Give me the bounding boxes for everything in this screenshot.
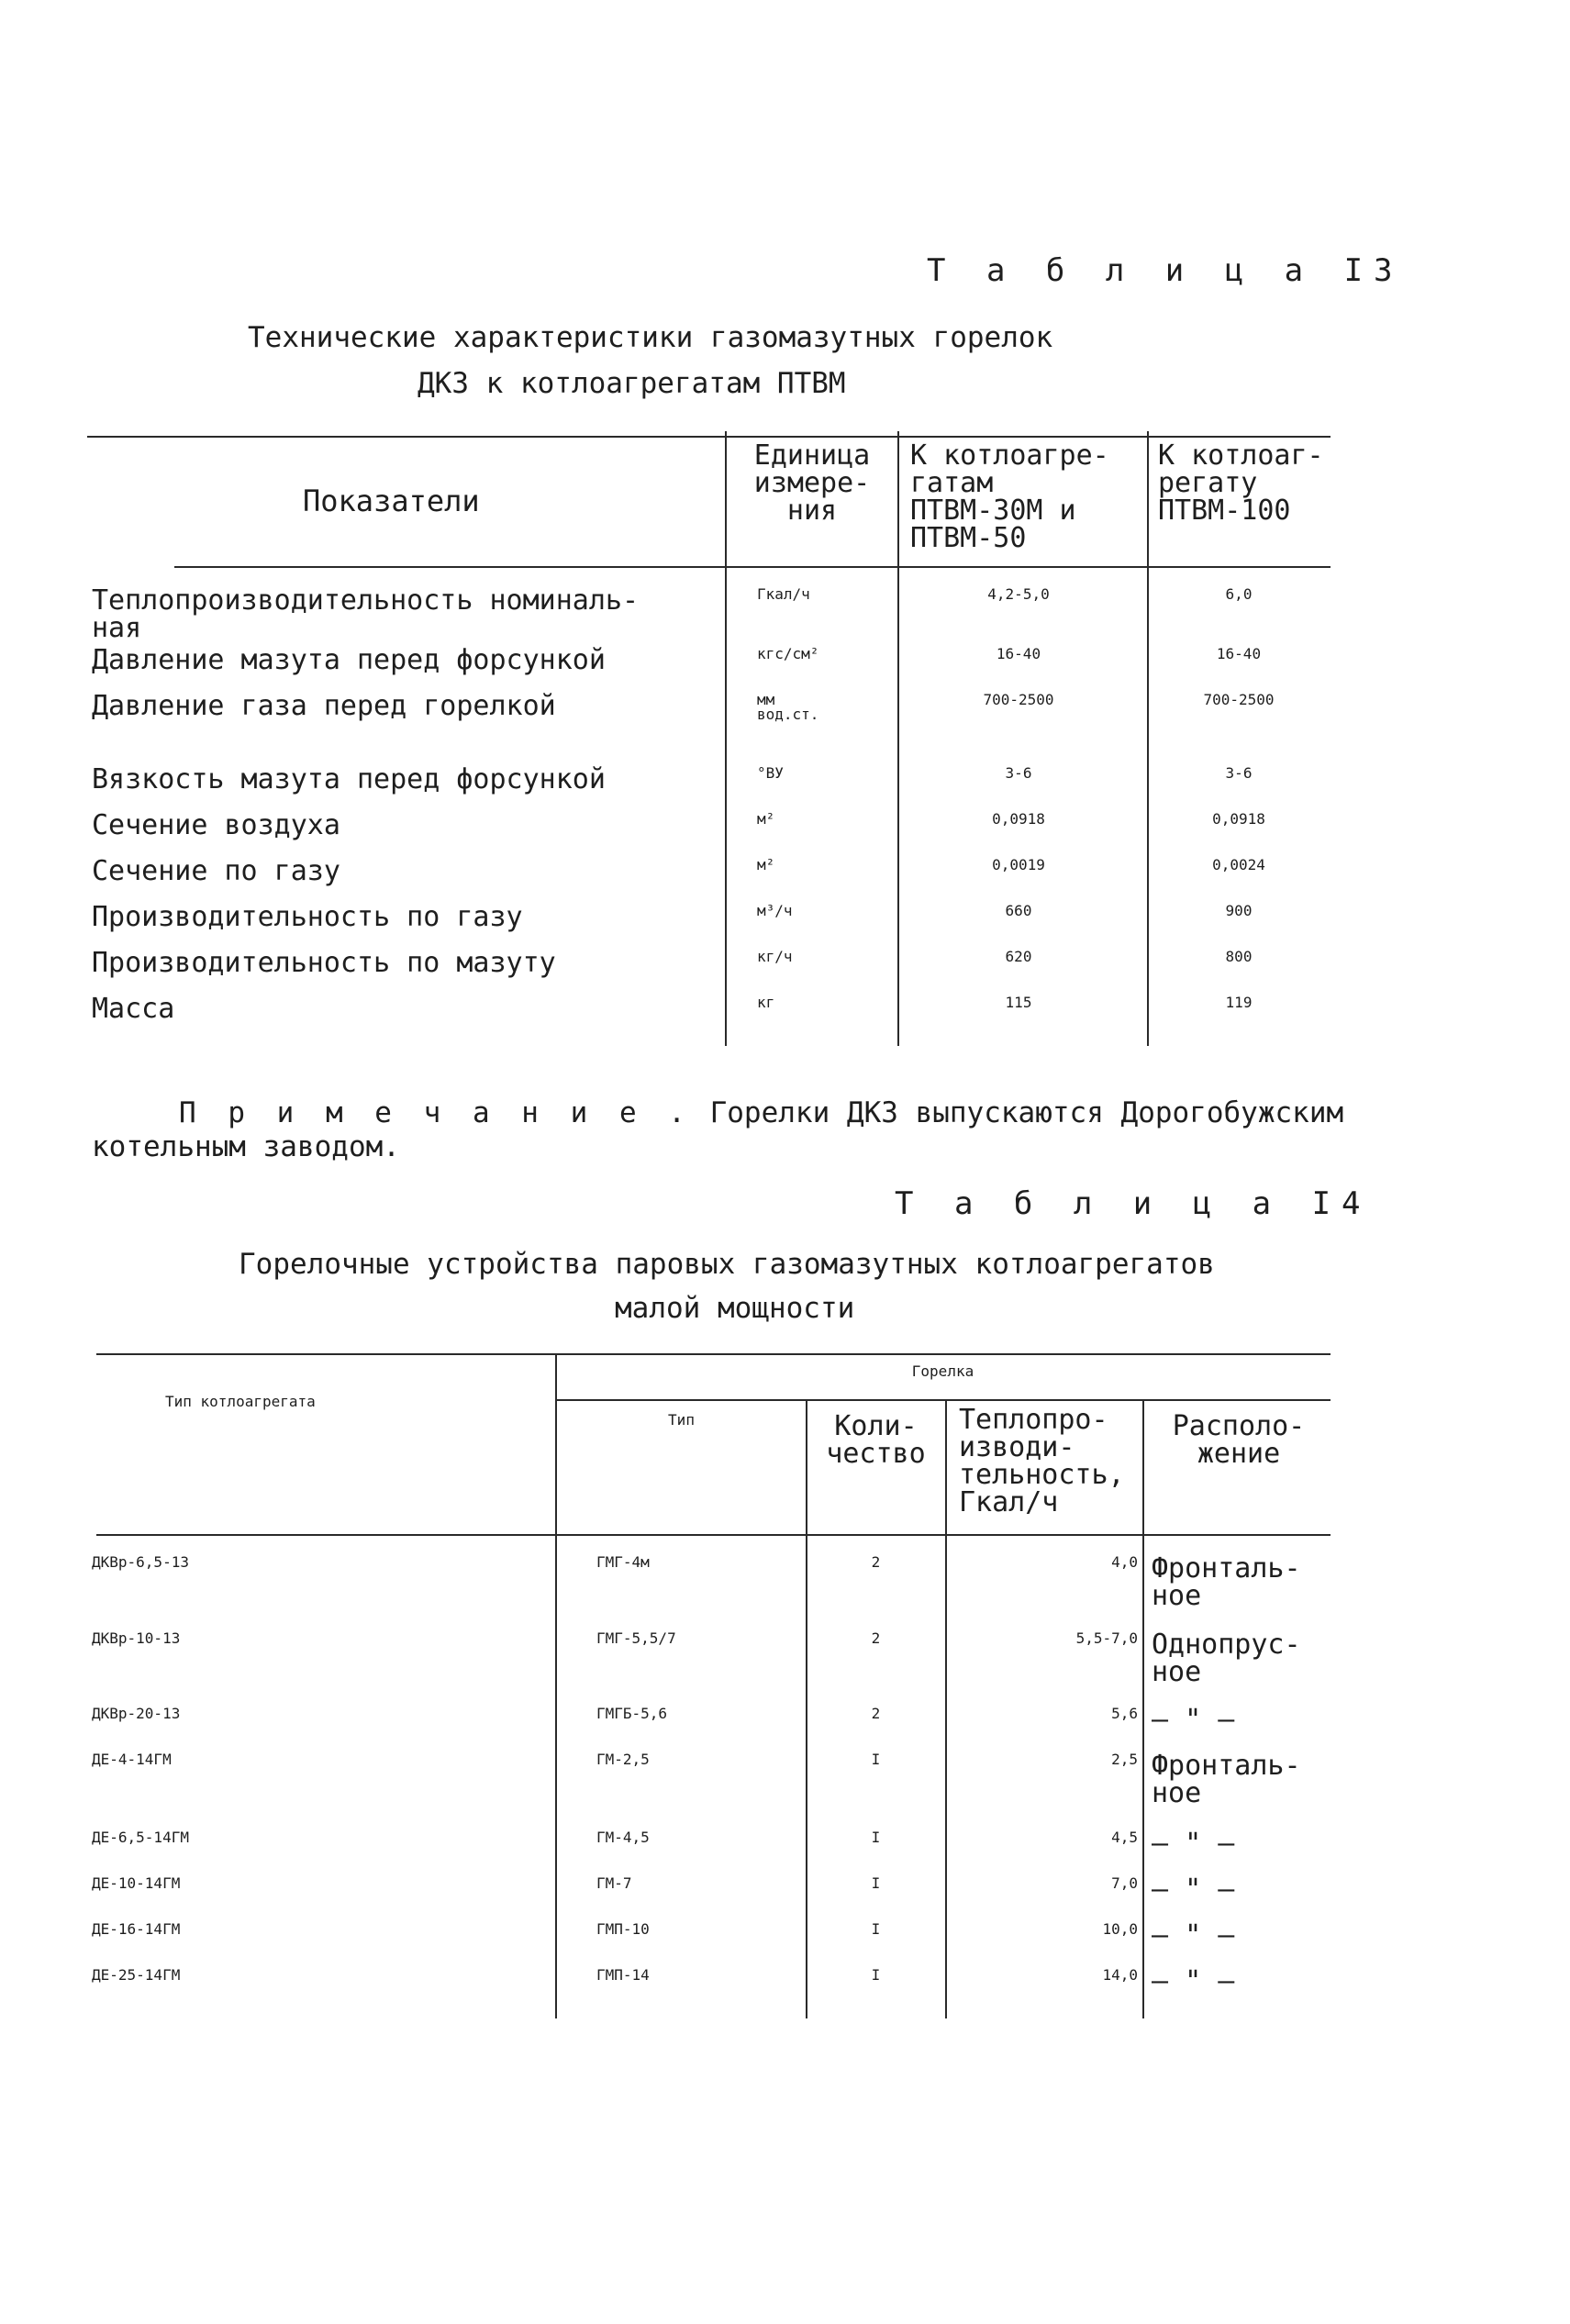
t14-row-count: I: [871, 1920, 881, 1938]
t14-row-type: ГМП-10: [596, 1920, 650, 1938]
t13-row-name: Давление мазута перед форсункой: [92, 644, 606, 676]
t13-row-value-col2: 0,0024: [1212, 856, 1265, 873]
t13-row-unit: м²: [757, 810, 775, 828]
t14-row-boiler: ДКВр-20-13: [92, 1705, 181, 1722]
t14-header-position: Располо- жение: [1172, 1410, 1306, 1470]
t13-row-unit: кгс/см²: [757, 645, 819, 662]
t14-row-boiler: ДЕ-4-14ГМ: [92, 1751, 172, 1768]
t13-row-name: Теплопроизводительность номиналь- ная: [92, 584, 640, 644]
t13-row-name: Масса: [92, 993, 175, 1025]
t14-row-count: I: [871, 1829, 881, 1846]
t13-row-value-col2: 119: [1225, 994, 1253, 1011]
t13-row-value-col2: 6,0: [1225, 585, 1253, 603]
t14-row-heat: 7,0: [1111, 1874, 1138, 1892]
t14-row-position: Однопрус- ное: [1152, 1629, 1301, 1688]
t14-row-boiler: ДЕ-10-14ГМ: [92, 1874, 181, 1892]
t14-row-boiler: ДКВр-6,5-13: [92, 1553, 189, 1571]
table13-title-line2: ДКЗ к котлоагрегатам ПТВМ: [418, 367, 846, 400]
t13-row-value-col2: 700-2500: [1203, 691, 1275, 708]
t14-row-position: Фронталь- ное: [1152, 1750, 1301, 1809]
t14-row-heat: 14,0: [1102, 1966, 1138, 1984]
t14-row-count: I: [871, 1966, 881, 1984]
t13-row-name: Вязкость мазута перед форсункой: [92, 763, 606, 795]
t13-row-unit: м²: [757, 856, 775, 873]
t14-row-count: I: [871, 1874, 881, 1892]
t13-row-unit: кг/ч: [757, 948, 793, 965]
t13-row-name: Производительность по мазуту: [92, 947, 556, 979]
t13-row-unit: Гкал/ч: [757, 585, 810, 603]
t14-row-boiler: ДЕ-6,5-14ГМ: [92, 1829, 189, 1846]
t14-row-heat: 5,5-7,0: [1075, 1629, 1138, 1647]
t14-row-type: ГМГ-4м: [596, 1553, 650, 1571]
t13-row-name: Сечение воздуха: [92, 809, 340, 841]
t14-row-heat: 10,0: [1102, 1920, 1138, 1938]
t14-row-count: 2: [871, 1553, 881, 1571]
table13-label: Т а б л и ц а I3: [927, 252, 1404, 289]
t13-row-value-col1: 0,0019: [992, 856, 1045, 873]
t13-row-value-col2: 0,0918: [1212, 810, 1265, 828]
t13-row-value-col1: 3-6: [1005, 764, 1032, 782]
t13-header-unit: Единица измере- ния: [753, 439, 871, 527]
t14-row-position: – " –: [1152, 1828, 1235, 1860]
t14-row-type: ГМГ-5,5/7: [596, 1629, 676, 1647]
t13-row-value-col2: 16-40: [1216, 645, 1262, 662]
t13-row-unit: °ВУ: [757, 764, 784, 782]
t14-row-position: Фронталь- ное: [1152, 1552, 1301, 1612]
t14-header-boiler-type: Тип котлоагрегата: [165, 1393, 316, 1410]
t13-row-name: Сечение по газу: [92, 855, 340, 887]
t14-row-position: – " –: [1152, 1919, 1235, 1951]
table14-title-line2: малой мощности: [615, 1292, 855, 1325]
t14-row-position: – " –: [1152, 1965, 1235, 1997]
t14-row-boiler: ДЕ-16-14ГМ: [92, 1920, 181, 1938]
t14-row-heat: 5,6: [1111, 1705, 1138, 1722]
t14-row-position: – " –: [1152, 1874, 1235, 1906]
t13-row-unit: мм вод.ст.: [757, 691, 819, 723]
t13-row-value-col2: 900: [1225, 902, 1253, 919]
t13-header-indicator: Показатели: [303, 484, 480, 518]
note-line2: котельным заводом.: [92, 1130, 400, 1163]
note-line1: [179, 1096, 1343, 1129]
t14-header-burner-group: Горелка: [911, 1362, 974, 1380]
t14-header-heat: Теплопро- изводи- тельность, Гкал/ч: [959, 1404, 1125, 1518]
t13-row-value-col1: 0,0918: [992, 810, 1045, 828]
t14-row-count: 2: [871, 1629, 881, 1647]
t13-row-value-col1: 700-2500: [983, 691, 1054, 708]
t14-row-type: ГМП-14: [596, 1966, 650, 1984]
t13-row-value-col1: 16-40: [996, 645, 1041, 662]
t14-row-heat: 4,0: [1111, 1553, 1138, 1571]
t14-header-type: Тип: [668, 1411, 695, 1429]
t14-row-heat: 4,5: [1111, 1829, 1138, 1846]
t13-row-value-col2: 3-6: [1225, 764, 1253, 782]
t13-row-name: Давление газа перед горелкой: [92, 690, 556, 722]
t13-row-value-col1: 620: [1005, 948, 1032, 965]
t14-row-type: ГМ-7: [596, 1874, 632, 1892]
t13-row-unit: кг: [757, 994, 775, 1011]
t14-header-count: Коли- чество: [826, 1410, 926, 1470]
t13-row-unit: м³/ч: [757, 902, 793, 919]
note-lead: П р и м е ч а н и е .: [179, 1096, 693, 1129]
t13-header-col2: К котлоаг- регату ПТВМ-100: [1158, 439, 1324, 527]
table14-title-line1: Горелочные устройства паровых газомазутных котлоагрегатов: [239, 1248, 1215, 1281]
t14-row-type: ГМ-2,5: [596, 1751, 650, 1768]
table14-label: Т а б л и ц а I4: [895, 1185, 1372, 1222]
t13-row-value-col1: 660: [1005, 902, 1032, 919]
t13-row-name: Производительность по газу: [92, 901, 523, 933]
t14-row-position: – " –: [1152, 1704, 1235, 1736]
t14-row-boiler: ДЕ-25-14ГМ: [92, 1966, 181, 1984]
t13-row-value-col1: 4,2-5,0: [987, 585, 1050, 603]
t14-row-type: ГМ-4,5: [596, 1829, 650, 1846]
t13-header-col1: К котлоагре- гатам ПТВМ-30М и ПТВМ-50: [910, 439, 1109, 554]
t14-row-count: 2: [871, 1705, 881, 1722]
t13-row-value-col2: 800: [1225, 948, 1253, 965]
t14-row-type: ГМГБ-5,6: [596, 1705, 668, 1722]
t13-row-value-col1: 115: [1005, 994, 1032, 1011]
table13-title-line1: Технические характеристики газомазутных горелок: [248, 321, 1053, 354]
t14-row-heat: 2,5: [1111, 1751, 1138, 1768]
note-text: Горелки ДКЗ выпускаются Дорогобужским: [692, 1096, 1344, 1129]
t14-row-boiler: ДКВр-10-13: [92, 1629, 181, 1647]
t14-row-count: I: [871, 1751, 881, 1768]
